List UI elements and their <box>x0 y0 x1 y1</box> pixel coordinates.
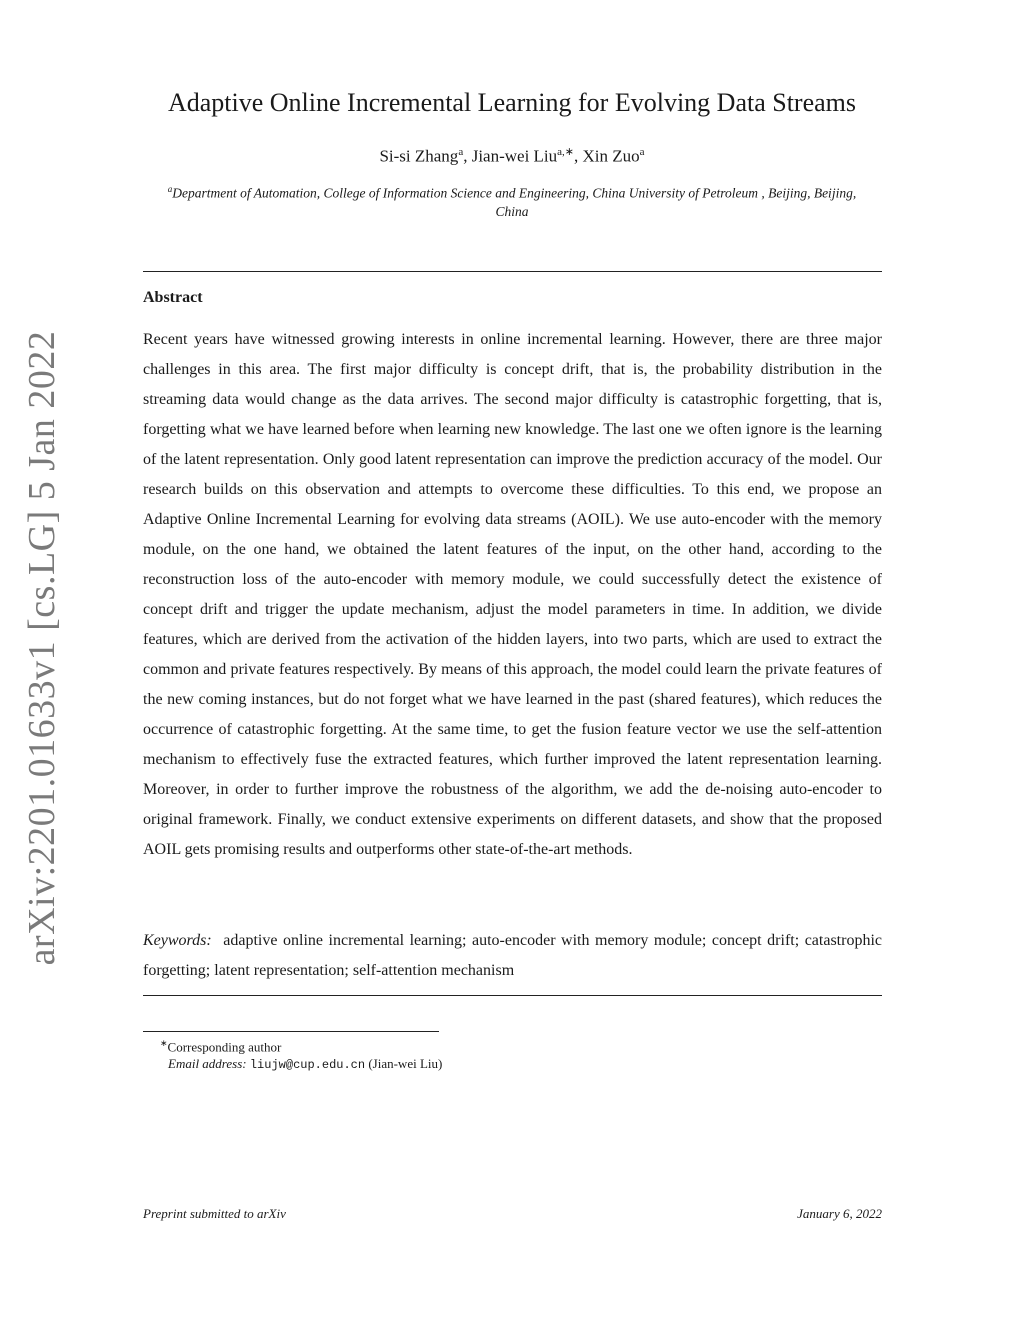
abstract-top-rule <box>143 271 882 272</box>
author-name: Xin Zuo <box>582 146 640 166</box>
affiliation <box>150 180 874 221</box>
preprint-note: Preprint submitted to arXiv <box>143 1206 286 1221</box>
author-affiliation-mark: a <box>458 146 464 158</box>
footer-date: January 6, 2022 <box>797 1206 882 1221</box>
footnote-rule <box>143 1031 439 1032</box>
email-label: Email address: <box>168 1056 247 1072</box>
affiliation-text: Department of Automation, College of Information Science and Engineering, China University of Petroleum , Beijing, Beijing, China <box>172 185 857 219</box>
footnote-marker: ∗ <box>160 1038 168 1048</box>
abstract-body: Recent years have witnessed growing interests in online incremental learning. However, there are three major challenges in this area. The first major difficulty is concept drift, that is, the probability distribution in the streaming data would change as the data arrives. The second major difficulty is catastrophic forgetting, that is, forgetting what we have learned before when learning new knowledge. The last one we often ignore is the learning of the latent representation. Only good latent representation can improve the prediction accuracy of the model. Our research builds on this observation and attempts to overcome these difficulties. To this end, we propose an Adaptive Online Incremental Learning for evolving data streams (AOIL). We use auto-encoder with the memory module, on the one hand, we obtained the latent features of the input, on the other hand, according to the reconstruction loss of the auto-encoder with memory module, we could successfully detect the existence of concept drift and trigger the update mechanism, adjust the model parameters in time. In addition, we divide features, which are derived from the activation of the hidden layers, into two parts, which are used to extract the common and private features respectively. By means of this approach, the model could learn the private features of the new coming instances, but do not forget what we have learned in the past (shared features), which reduces the occurrence of catastrophic forgetting. At the same time, to get the fusion feature vector we use the self-attention mechanism to effectively fuse the extracted features, which further improved the latent representation learning. Moreover, in order to further improve the robustness of the algorithm, we add the de-noising auto-encoder to original framework. Finally, we conduct extensive experiments on different datasets, and show that the proposed AOIL gets promising results and outperforms other state-of-the-art methods. <box>143 331 882 858</box>
footnote-corresponding: Corresponding author <box>167 1039 282 1055</box>
abstract-heading: Abstract <box>143 289 203 306</box>
author-affiliation-mark: a,∗ <box>557 146 575 158</box>
keywords <box>143 926 882 986</box>
keywords-label: Keywords: <box>143 932 212 949</box>
keywords-text: adaptive online incremental learning; auto-encoder with memory module; concept drift; catastrophic forgetting; latent representation; self-attention mechanism <box>143 932 882 979</box>
author-list: Si-si Zhang$^a$, Jian-wei Liu$^{a,∗}$, Xin Zuo$^a$ <box>379 146 645 166</box>
author-name: Si-si Zhang <box>379 146 459 166</box>
author-affiliation-mark: a <box>639 146 645 158</box>
paper-title: Adaptive Online Incremental Learning for Evolving Data Streams <box>167 88 857 117</box>
abstract-bottom-rule <box>143 995 882 996</box>
email-owner: (Jian-wei Liu) <box>368 1056 443 1072</box>
footnote <box>160 1035 442 1074</box>
arxiv-identifier-stamp: arXiv:2201.01633v1 [cs.LG] 5 Jan 2022 <box>21 330 63 966</box>
author-name: Jian-wei Liu <box>471 146 558 166</box>
affiliation-mark: a <box>167 184 173 194</box>
email-address[interactable]: liujw@cup.edu.cn <box>249 1058 366 1073</box>
